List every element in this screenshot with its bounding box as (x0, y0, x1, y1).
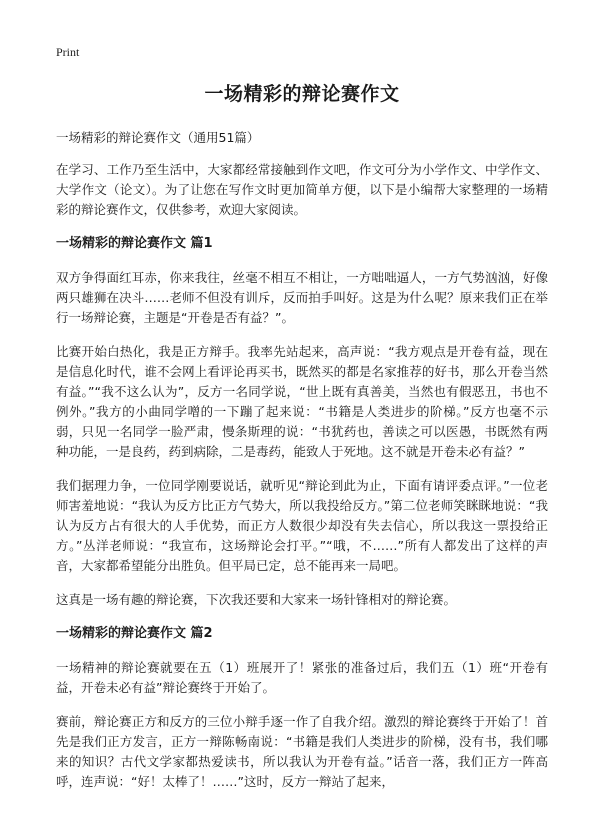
document-subtitle: 一场精彩的辩论赛作文（通用51篇） (56, 130, 260, 145)
intro-paragraph: 在学习、工作乃至生活中，大家都经常接触到作文吧，作文可分为小学作文、中学作文、大学作文（论文）。为了让您在写作文时更加简单方便，以下是小编帮大家整理的一场精彩的辩论赛作文，仅供参考，欢迎大家阅读。 (56, 162, 548, 217)
article-paragraph: 双方争得面红耳赤，你来我往，丝毫不相互不相让，一方咄咄逼人，一方气势汹汹，好像两只雄狮在决斗……老师不但没有训斥，反而拍手叫好。这是为什么呢？原来我们正在举行一场辩论赛，主题是“开卷是否有益？”。 (56, 270, 548, 325)
print-link[interactable]: Print (56, 45, 80, 59)
article-paragraph: 一场精神的辩论赛就要在五（1）班展开了！紧张的准备过后，我们五（1）班“开卷有益，开卷未必有益”辩论赛终于开始了。 (56, 660, 548, 695)
article-paragraph: 这真是一场有趣的辩论赛，下次我还要和大家来一场针锋相对的辩论赛。 (56, 592, 457, 607)
section-heading: 一场精彩的辩论赛作文 篇2 (56, 626, 213, 641)
article-paragraph: 我们据理力争，一位同学刚要说话，就听见“辩论到此为止，下面有请评委点评。”一位老师害羞地说：“我认为反方比正方气势大，所以我投给反方。”第二位老师笑眯眯地说：“我认为反方占有很大的人手优势，而正方人数很少却没有失去信心，所以我这一票投给正方。”丛洋老师说：“我宣布，这场辩论会打平。”“哦，不……”所有人都发出了这样的声音，大家都希望能分出胜负。但平局已定，总不能再来一局吧。 (56, 478, 548, 573)
article-section-2 (56, 624, 548, 792)
page-title: 一场精彩的辩论赛作文 (204, 83, 400, 105)
section-heading: 一场精彩的辩论赛作文 篇1 (56, 236, 213, 251)
article-paragraph: 比赛开始白热化，我是正方辩手。我率先站起来，高声说：“我方观点是开卷有益，现在是信息化时代，谁不会网上看评论再买书，既然买的都是名家推荐的好书，那么开卷当然有益。”“我不这么认为”，反方一名同学说，“世上既有真善美，当然也有假恶丑，书也不例外。”我方的小曲同学噌的一下蹦了起来说：“书籍是人类进步的阶梯。”反方也毫不示弱，只见一名同学一脸严肃，慢条斯理的说：“书犹药也，善读之可以医愚，书既然有两种功能，一是良药，药到病除，二是毒药，能致人于死地。这不就是开卷未必有益？” (56, 344, 548, 459)
article-section-1 (56, 234, 548, 610)
article-paragraph: 赛前，辩论赛正方和反方的三位小辩手逐一作了自我介绍。激烈的辩论赛终于开始了！首先是我们正方发言，正方一辩陈畅南说：“书籍是我们人类进步的阶梯，没有书，我们哪来的知识？古代文学家都热爱读书，所以我认为开卷有益。”话音一落，我们正方一阵高呼，连声说：“好！太棒了！……”这时，反方一辩站了起来， (56, 714, 548, 789)
